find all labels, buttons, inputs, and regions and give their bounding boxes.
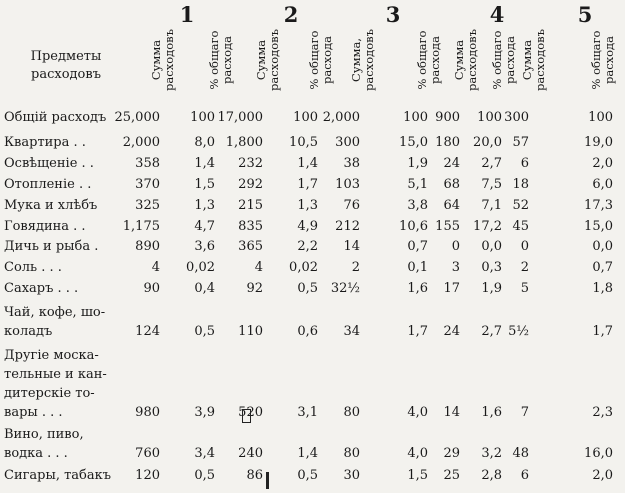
items-header	[16, 48, 116, 84]
header-text	[208, 14, 234, 106]
row-label-line: Чай, кофе, шо-	[4, 305, 106, 320]
percent-cell: 2,0	[592, 156, 613, 171]
sum-cell: 2,000	[322, 110, 360, 125]
sum-cell: 900	[435, 110, 460, 125]
percent-cell: 17,2	[473, 219, 502, 234]
header-line-2: расхода	[428, 36, 442, 85]
percent-cell: 100	[403, 110, 428, 125]
row-label-line: Другіе москa-	[4, 348, 99, 363]
sum-cell: 325	[135, 198, 160, 213]
sum-cell: 292	[238, 177, 263, 192]
header-line-1: Сумма	[520, 39, 534, 81]
print-mark-bar	[266, 472, 269, 489]
sum-cell: 7	[520, 405, 529, 420]
group-number-3: 3	[385, 2, 401, 27]
sum-cell: 5½	[508, 324, 529, 339]
sum-cell: 215	[238, 198, 263, 213]
percent-cell: 15,0	[584, 219, 613, 234]
header-text	[255, 14, 281, 106]
sum-cell: 0	[520, 239, 529, 254]
row-label-line: Общій расходъ	[4, 110, 107, 125]
percent-cell: 10,5	[289, 135, 318, 150]
items-header-line1: Предметы	[30, 49, 102, 64]
group-number-5: 5	[577, 2, 593, 27]
percent-cell: 1,8	[592, 281, 613, 296]
row-label-line: водка . . .	[4, 446, 68, 461]
header-line-2: расходовъ	[162, 29, 176, 91]
percent-cell: 1,7	[407, 324, 428, 339]
header-line-1: Сумма	[452, 39, 466, 81]
percent-cell: 3,9	[194, 405, 215, 420]
row-label-line: Соль . . .	[4, 260, 62, 275]
percent-cell: 0,4	[194, 281, 215, 296]
row-label	[4, 108, 106, 127]
sum-cell: 1,800	[225, 135, 263, 150]
header-line-1: % общаго	[307, 30, 321, 90]
row-label-line: Квартира . .	[4, 135, 86, 150]
sum-cell: 5	[520, 281, 529, 296]
sum-cell: 25,000	[114, 110, 160, 125]
sum-cell: 232	[238, 156, 263, 171]
sum-cell: 300	[335, 135, 360, 150]
sum-cell: 358	[135, 156, 160, 171]
sum-cell: 86	[246, 468, 263, 483]
percent-cell: 0,6	[297, 324, 318, 339]
sum-header-5	[521, 6, 551, 110]
sum-cell: 24	[443, 156, 460, 171]
sum-cell: 2,000	[122, 135, 160, 150]
percent-cell: 8,0	[194, 135, 215, 150]
sum-cell: 212	[335, 219, 360, 234]
percent-cell: 5,1	[407, 177, 428, 192]
percent-cell: 4,0	[407, 405, 428, 420]
sum-cell: 34	[343, 324, 360, 339]
percent-cell: 7,5	[481, 177, 502, 192]
percent-cell: 3,2	[481, 446, 502, 461]
row-label-line: Освѣщеніе . .	[4, 156, 94, 171]
percent-cell: 2,3	[592, 405, 613, 420]
row-label-line: Мука и хлѣбъ	[4, 198, 98, 213]
percent-cell: 0,5	[194, 324, 215, 339]
sum-cell: 48	[512, 446, 529, 461]
percent-cell: 1,4	[297, 156, 318, 171]
row-label-line: вары . . .	[4, 405, 63, 420]
percent-cell: 1,3	[194, 198, 215, 213]
sum-header-4	[453, 6, 483, 110]
row-label-line: Говядина . .	[4, 219, 86, 234]
sum-cell: 120	[135, 468, 160, 483]
percent-cell: 2,7	[481, 324, 502, 339]
sum-cell: 38	[343, 156, 360, 171]
percent-cell: 0,3	[481, 260, 502, 275]
percent-header-3	[416, 6, 446, 110]
sum-cell: 370	[135, 177, 160, 192]
header-line-1: Сумма	[254, 39, 268, 81]
sum-header-1	[150, 6, 180, 110]
header-line-1: % общаго	[207, 30, 221, 90]
header-line-2: расходовъ	[267, 29, 281, 91]
row-label-line: коладъ	[4, 324, 53, 339]
row-label-line: Вино, пиво,	[4, 427, 84, 442]
percent-cell: 1,4	[194, 156, 215, 171]
sum-cell: 180	[435, 135, 460, 150]
sum-cell: 240	[238, 446, 263, 461]
percent-cell: 1,7	[592, 324, 613, 339]
row-label	[4, 196, 97, 215]
sum-cell: 103	[335, 177, 360, 192]
sum-cell: 90	[143, 281, 160, 296]
sum-cell: 890	[135, 239, 160, 254]
percent-cell: 0,5	[297, 281, 318, 296]
header-text	[590, 14, 616, 106]
sum-header-3	[350, 6, 380, 110]
percent-header-4	[491, 6, 521, 110]
percent-cell: 100	[477, 110, 502, 125]
percent-cell: 100	[293, 110, 318, 125]
row-label	[4, 154, 94, 173]
header-text	[491, 14, 517, 106]
header-line-1: Сумма,	[349, 38, 363, 82]
percent-cell: 4,0	[407, 446, 428, 461]
percent-cell: 3,1	[297, 405, 318, 420]
percent-cell: 3,6	[194, 239, 215, 254]
header-line-1: % общаго	[490, 30, 504, 90]
sum-cell: 32½	[330, 281, 360, 296]
percent-cell: 0,02	[186, 260, 215, 275]
row-label	[4, 217, 86, 236]
percent-cell: 1,6	[481, 405, 502, 420]
percent-cell: 1,5	[194, 177, 215, 192]
row-label-line: Сахаръ . . .	[4, 281, 79, 296]
sum-cell: 80	[343, 405, 360, 420]
sum-cell: 68	[443, 177, 460, 192]
percent-header-2	[308, 6, 338, 110]
header-line-2: расходовъ	[362, 29, 376, 91]
header-text	[350, 14, 376, 106]
row-label	[4, 237, 98, 256]
percent-cell: 20,0	[473, 135, 502, 150]
percent-cell: 1,6	[407, 281, 428, 296]
row-label	[4, 258, 62, 277]
group-number-4: 4	[489, 2, 505, 27]
sum-cell: 30	[343, 468, 360, 483]
row-label-line: тельные и кан-	[4, 367, 107, 382]
sum-cell: 4	[151, 260, 160, 275]
sum-cell: 980	[135, 405, 160, 420]
header-line-1: % общаго	[415, 30, 429, 90]
percent-cell: 0,5	[194, 468, 215, 483]
percent-cell: 4,9	[297, 219, 318, 234]
sum-cell: 57	[512, 135, 529, 150]
percent-cell: 3,4	[194, 446, 215, 461]
header-line-2: расхода	[320, 36, 334, 85]
sum-cell: 92	[246, 281, 263, 296]
percent-cell: 2,2	[297, 239, 318, 254]
percent-cell: 0,02	[289, 260, 318, 275]
sum-cell: 124	[135, 324, 160, 339]
row-label-line: Отопленіе . .	[4, 177, 92, 192]
percent-cell: 0,7	[407, 239, 428, 254]
sum-cell: 80	[343, 446, 360, 461]
percent-cell: 3,8	[407, 198, 428, 213]
percent-cell: 17,3	[584, 198, 613, 213]
percent-header-5	[590, 6, 620, 110]
row-label	[4, 425, 84, 463]
percent-cell: 19,0	[584, 135, 613, 150]
percent-cell: 6,0	[592, 177, 613, 192]
header-line-2: расхода	[220, 36, 234, 85]
sum-cell: 300	[504, 110, 529, 125]
sum-cell: 29	[443, 446, 460, 461]
sum-cell: 2	[351, 260, 360, 275]
items-header-line2: расходовъ	[31, 67, 101, 82]
percent-cell: 15,0	[399, 135, 428, 150]
row-label-line: Сигары, табакъ	[4, 468, 112, 483]
sum-cell: 24	[443, 324, 460, 339]
percent-cell: 10,6	[399, 219, 428, 234]
sum-cell: 6	[520, 468, 529, 483]
percent-cell: 1,7	[297, 177, 318, 192]
sum-cell: 64	[443, 198, 460, 213]
percent-cell: 1,9	[407, 156, 428, 171]
print-mark-box	[242, 409, 251, 423]
percent-cell: 4,7	[194, 219, 215, 234]
header-text	[416, 14, 442, 106]
sum-cell: 18	[512, 177, 529, 192]
sum-cell: 110	[238, 324, 263, 339]
sum-cell: 45	[512, 219, 529, 234]
percent-cell: 0,5	[297, 468, 318, 483]
percent-cell: 7,1	[481, 198, 502, 213]
percent-header-1	[208, 6, 238, 110]
sum-cell: 365	[238, 239, 263, 254]
row-label	[4, 466, 111, 485]
percent-cell: 1,9	[481, 281, 502, 296]
group-number-2: 2	[283, 2, 299, 27]
sum-cell: 835	[238, 219, 263, 234]
row-label-line: Дичь и рыба .	[4, 239, 99, 254]
percent-cell: 100	[190, 110, 215, 125]
percent-cell: 1,5	[407, 468, 428, 483]
percent-cell: 100	[588, 110, 613, 125]
percent-cell: 2,0	[592, 468, 613, 483]
sum-cell: 17,000	[217, 110, 263, 125]
header-line-1: % общаго	[589, 30, 603, 90]
percent-cell: 0,0	[592, 239, 613, 254]
row-label	[4, 133, 86, 152]
row-label	[4, 303, 105, 341]
header-line-1: Сумма	[149, 39, 163, 81]
header-text	[521, 14, 547, 106]
header-text	[308, 14, 334, 106]
row-label	[4, 346, 107, 422]
sum-cell: 6	[520, 156, 529, 171]
sum-cell: 14	[343, 239, 360, 254]
sum-cell: 52	[512, 198, 529, 213]
header-line-2: расхода	[503, 36, 517, 85]
sum-header-2	[255, 6, 285, 110]
sum-cell: 76	[343, 198, 360, 213]
percent-cell: 1,3	[297, 198, 318, 213]
sum-cell: 1,175	[122, 219, 160, 234]
sum-cell: 155	[435, 219, 460, 234]
sum-cell: 3	[451, 260, 460, 275]
sum-cell: 760	[135, 446, 160, 461]
group-number-1: 1	[179, 2, 195, 27]
header-text	[453, 14, 479, 106]
header-line-2: расхода	[602, 36, 616, 85]
sum-cell: 2	[520, 260, 529, 275]
header-text	[150, 14, 176, 106]
sum-cell: 520	[238, 405, 263, 420]
percent-cell: 0,1	[407, 260, 428, 275]
sum-cell: 25	[443, 468, 460, 483]
row-label	[4, 279, 78, 298]
percent-cell: 0,0	[481, 239, 502, 254]
percent-cell: 2,8	[481, 468, 502, 483]
sum-cell: 4	[254, 260, 263, 275]
percent-cell: 2,7	[481, 156, 502, 171]
percent-cell: 0,7	[592, 260, 613, 275]
header-line-2: расходовъ	[465, 29, 479, 91]
row-label	[4, 175, 91, 194]
percent-cell: 1,4	[297, 446, 318, 461]
sum-cell: 14	[443, 405, 460, 420]
percent-cell: 16,0	[584, 446, 613, 461]
sum-cell: 0	[451, 239, 460, 254]
header-line-2: расходовъ	[533, 29, 547, 91]
sum-cell: 17	[443, 281, 460, 296]
row-label-line: дитерскіе то-	[4, 386, 95, 401]
